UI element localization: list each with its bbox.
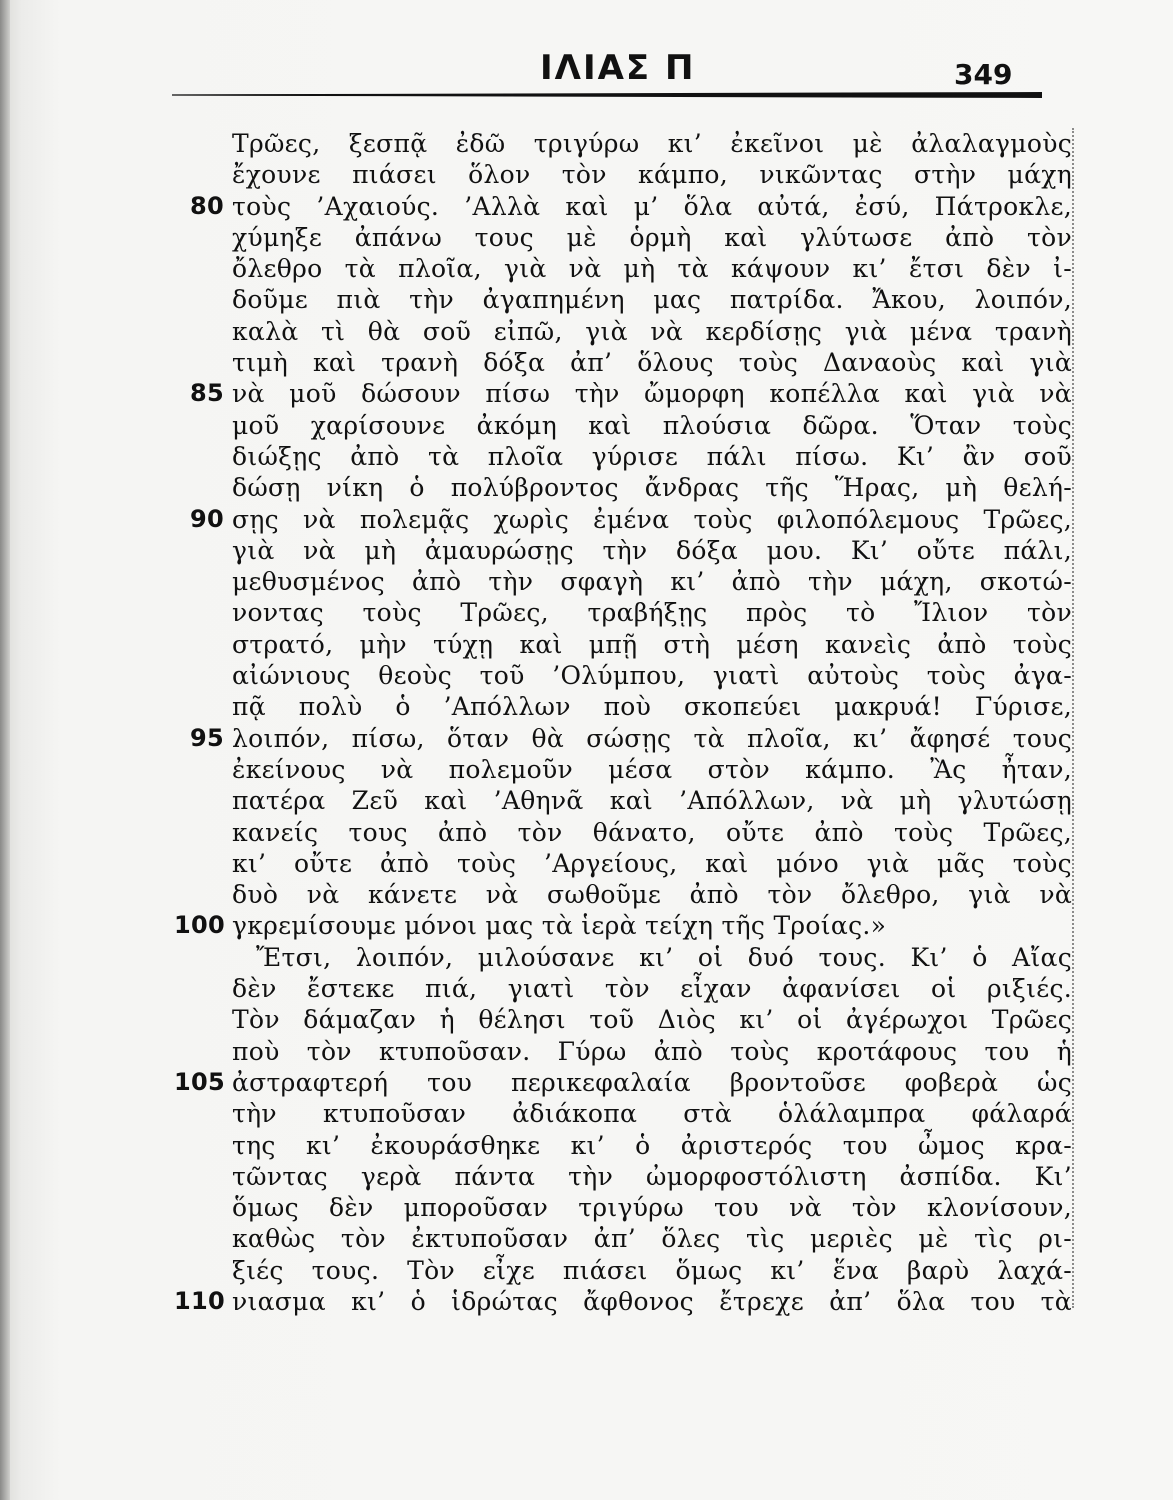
verse-line: [232, 1036, 1072, 1067]
verse-line: [232, 128, 1072, 159]
verse-line: [232, 660, 1072, 691]
verse-line: [190, 504, 1072, 535]
line-text: ἐκείνους νὰ πολεμοῦν μέσα στὸν κάμπο. Ἂς ἦταν,: [232, 754, 1072, 784]
verse-text-block: [174, 128, 1072, 1317]
verse-line: [232, 1161, 1072, 1192]
line-number: 80: [190, 191, 224, 220]
line-text: τῶντας γερὰ πάντα τὴν ὠμορφοστόλιστη ἀσπίδα. Κι’: [232, 1161, 1072, 1191]
verse-line: [232, 347, 1072, 378]
line-text: κι’ οὔτε ἀπὸ τοὺς ’Αργείους, καὶ μόνο γιὰ μᾶς τοὺς: [232, 848, 1072, 878]
line-text: αἰώνιους θεοὺς τοῦ ’Ολύμπου, γιατὶ αὐτοὺς τοὺς ἀγα-: [232, 661, 1072, 691]
line-number: 110: [174, 1286, 225, 1315]
line-text: μεθυσμένος ἀπὸ τὴν σφαγὴ κι’ ἀπὸ τὴν μάχη, σκοτώ-: [232, 567, 1072, 597]
book-spine-edge: [0, 0, 10, 1500]
line-number: 100: [174, 911, 225, 940]
verse-line: [232, 817, 1072, 848]
verse-line: [232, 284, 1072, 315]
verse-line: [232, 942, 1072, 973]
line-text: Ἔτσι, λοιπόν, μιλούσανε κι’ οἱ δυό τους. Κι’ ὁ Αἴας: [256, 942, 1072, 972]
line-text: νιασμα κι’ ὁ ἱδρώτας ἄφθονος ἔτρεχε ἀπ’ ὅλα του τὰ: [232, 1286, 1072, 1316]
verse-line: [232, 316, 1072, 347]
line-number: 85: [190, 379, 224, 408]
verse-line: [232, 973, 1072, 1004]
verse-line: [232, 629, 1072, 660]
verse-line: [232, 691, 1072, 722]
verse-line: [232, 785, 1072, 816]
line-text: γκρεμίσουμε μόνοι μας τὰ ἱερὰ τείχη τῆς Τροίας.»: [232, 911, 887, 941]
verse-line: [232, 159, 1072, 190]
right-margin-edge: [1066, 128, 1074, 1308]
verse-line: [232, 1255, 1072, 1286]
verse-line: [190, 723, 1072, 754]
line-text: της κι’ ἐκουράσθηκε κι’ ὁ ἀριστερός του ὦμος κρα-: [232, 1130, 1072, 1160]
verse-line: [232, 535, 1072, 566]
line-text: νὰ μοῦ δώσουν πίσω τὴν ὤμορφη κοπέλλα καὶ γιὰ νὰ: [232, 379, 1072, 409]
verse-line: [232, 1192, 1072, 1223]
verse-line: [232, 597, 1072, 628]
verse-line: [232, 441, 1072, 472]
line-number: 95: [190, 723, 224, 752]
line-text: τὴν κτυποῦσαν ἀδιάκοπα στὰ ὁλάλαμπρα φάλαρά: [232, 1099, 1072, 1129]
line-text: Τὸν δάμαζαν ἡ θέλησι τοῦ Διὸς κι’ οἱ ἀγέρωχοι Τρῶες: [232, 1005, 1072, 1035]
line-text: πᾷ πολὺ ὁ ’Απόλλων ποὺ σκοπεύει μακρυά! Γύρισε,: [232, 692, 1072, 722]
line-text: τοὺς ’Αχαιούς. ’Αλλὰ καὶ μ’ ὅλα αὐτά, ἐσύ, Πάτροκλε,: [232, 191, 1072, 221]
verse-line: [232, 1098, 1072, 1129]
line-number: 90: [190, 504, 224, 533]
line-text: καλὰ τὶ θὰ σοῦ εἰπῶ, γιὰ νὰ κερδίσῃς γιὰ μένα τρανὴ: [232, 316, 1072, 346]
line-text: δὲν ἔστεκε πιά, γιατὶ τὸν εἶχαν ἀφανίσει οἱ ριξιές.: [232, 974, 1072, 1004]
verse-line: [232, 754, 1072, 785]
page-number: 349: [954, 58, 1013, 91]
line-text: ὄλεθρο τὰ πλοῖα, γιὰ νὰ μὴ τὰ κάψουν κι’ ἔτσι δὲν ἰ-: [232, 254, 1072, 284]
line-text: ξιές τους. Τὸν εἶχε πιάσει ὅμως κι’ ἕνα βαρὺ λαχά-: [232, 1255, 1072, 1285]
verse-line: [232, 848, 1072, 879]
verse-line: [232, 1223, 1072, 1254]
verse-line: [174, 1067, 1072, 1098]
verse-line: [232, 253, 1072, 284]
line-text: δοῦμε πιὰ τὴν ἀγαπημένη μας πατρίδα. Ἄκου, λοιπόν,: [232, 285, 1072, 315]
line-text: Τρῶες, ξεσπᾷ ἐδῶ τριγύρω κι’ ἐκεῖνοι μὲ ἀλαλαγμοὺς: [232, 129, 1072, 158]
line-text: τιμὴ καὶ τρανὴ δόξα ἀπ’ ὅλους τοὺς Δαναοὺς καὶ γιὰ: [232, 348, 1072, 378]
line-text: νοντας τοὺς Τρῶες, τραβήξῃς πρὸς τὸ Ἴλιον τὸν: [232, 598, 1072, 628]
verse-line: [232, 1004, 1072, 1035]
verse-line: [232, 222, 1072, 253]
verse-line: [232, 1130, 1072, 1161]
verse-line: [232, 472, 1072, 503]
line-text: ἔχουνε πιάσει ὅλον τὸν κάμπο, νικῶντας στὴν μάχη: [232, 160, 1072, 190]
verse-line: [190, 191, 1072, 222]
line-text: διώξῃς ἀπὸ τὰ πλοῖα γύρισε πάλι πίσω. Κι’ ἂν σοῦ: [232, 441, 1072, 471]
verse-line: [232, 410, 1072, 441]
verse-line: [232, 879, 1072, 910]
line-text: ποὺ τὸν κτυποῦσαν. Γύρω ἀπὸ τοὺς κροτάφους του ἡ: [232, 1036, 1072, 1066]
line-text: δυὸ νὰ κάνετε νὰ σωθοῦμε ἀπὸ τὸν ὄλεθρο, γιὰ νὰ: [232, 880, 1072, 910]
line-text: λοιπόν, πίσω, ὅταν θὰ σώσῃς τὰ πλοῖα, κι’ ἄφησέ τους: [232, 723, 1072, 753]
line-text: καθὼς τὸν ἐκτυποῦσαν ἀπ’ ὅλες τὶς μεριὲς μὲ τὶς ρι-: [232, 1224, 1072, 1254]
line-text: μοῦ χαρίσουνε ἀκόμη καὶ πλούσια δῶρα. Ὅταν τοὺς: [232, 410, 1072, 440]
line-number: 105: [174, 1067, 225, 1096]
line-text: χύμηξε ἀπάνω τους μὲ ὁρμὴ καὶ γλύτωσε ἀπὸ τὸν: [232, 222, 1072, 252]
line-text: σῃς νὰ πολεμᾷς χωρὶς ἐμένα τοὺς φιλοπόλεμους Τρῶες,: [232, 504, 1072, 534]
verse-line: [190, 378, 1072, 409]
line-text: κανείς τους ἀπὸ τὸν θάνατο, οὔτε ἀπὸ τοὺς Τρῶες,: [232, 817, 1072, 847]
line-text: δώσῃ νίκη ὁ πολύβροντος ἄνδρας τῆς Ἥρας, μὴ θελή-: [232, 473, 1072, 503]
verse-line: [174, 1286, 1072, 1317]
line-text: ἀστραφτερή του περικεφαλαία βροντοῦσε φοβερὰ ὡς: [232, 1067, 1072, 1097]
line-text: πατέρα Ζεῦ καὶ ’Αθηνᾶ καὶ ’Απόλλων, νὰ μὴ γλυτώσῃ: [232, 786, 1072, 816]
line-text: ὅμως δὲν μποροῦσαν τριγύρω του νὰ τὸν κλονίσουν,: [232, 1193, 1072, 1223]
line-text: στρατό, μὴν τύχῃ καὶ μπῇ στὴ μέση κανεὶς ἀπὸ τοὺς: [232, 629, 1072, 659]
verse-line: [232, 566, 1072, 597]
verse-line: [174, 910, 1072, 941]
line-text: γιὰ νὰ μὴ ἀμαυρώσῃς τὴν δόξα μου. Κι’ οὔτε πάλι,: [232, 535, 1072, 565]
running-header-title: ΙΛΙΑΣ Π: [540, 48, 696, 88]
header-rule: [172, 92, 1042, 98]
